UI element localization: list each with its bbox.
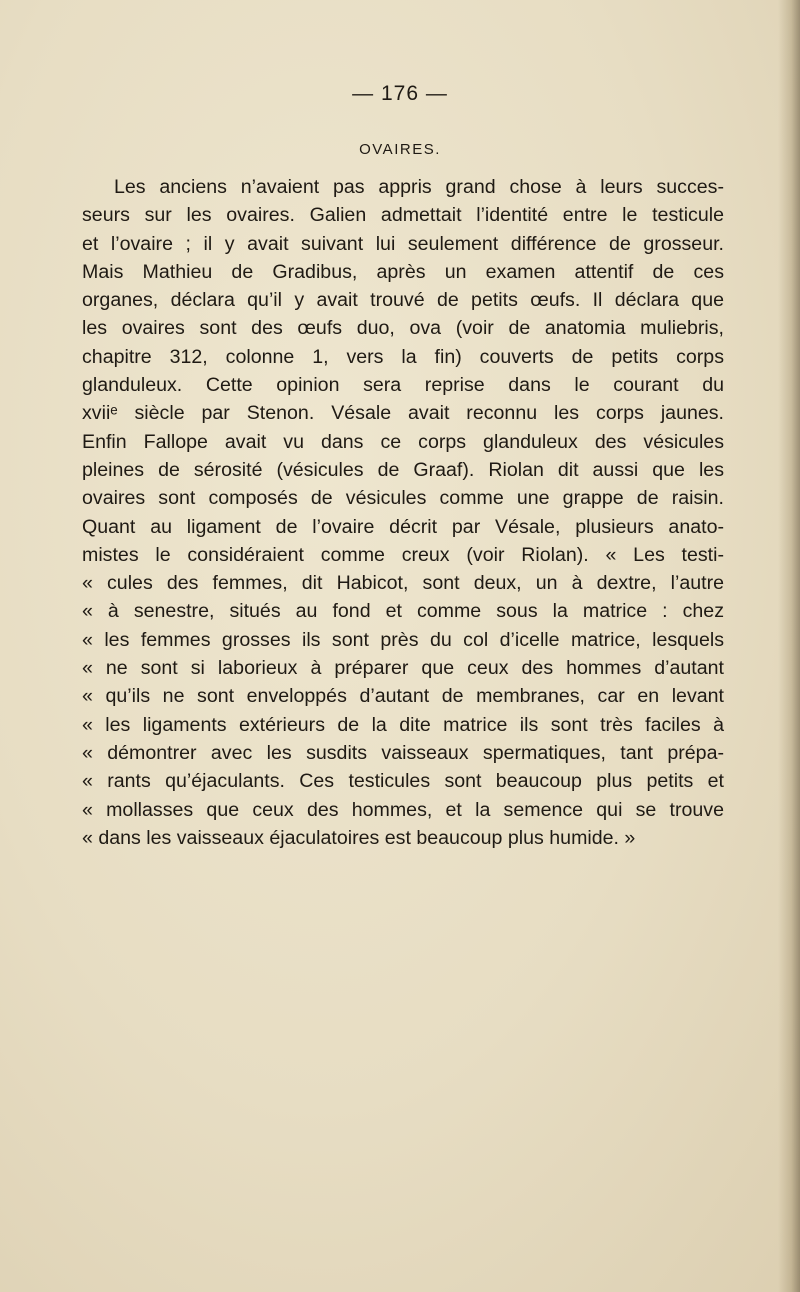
- text-line: « démontrer avec les susdits vaisseaux spermatiques, tant prépa-: [82, 741, 724, 764]
- text-line: seurs sur les ovaires. Galien admettait l’identité entre le testicule: [82, 204, 724, 227]
- text-line: ovaires sont composés de vésicules comme une grappe de raisin.: [82, 487, 724, 510]
- text-line: « cules des femmes, dit Habicot, sont deux, un à dextre, l’autre: [82, 572, 724, 595]
- text-line: « les ligaments extérieurs de la dite matrice ils sont très faciles à: [82, 713, 724, 736]
- body-paragraph: [82, 173, 724, 852]
- text-line: Quant au ligament de l’ovaire décrit par Vésale, plusieurs anato-: [82, 515, 724, 538]
- text-line: Les anciens n’avaient pas appris grand chose à leurs succes-: [114, 176, 724, 198]
- text-line: organes, déclara qu’il y avait trouvé de petits œufs. Il déclara que: [82, 289, 724, 312]
- text-line: « mollasses que ceux des hommes, et la semence qui se trouve: [82, 798, 724, 821]
- text-line: xviiᵉ siècle par Stenon. Vésale avait reconnu les corps jaunes.: [82, 402, 724, 425]
- page-edge-shadow: [778, 0, 800, 1292]
- text-line: « qu’ils ne sont enveloppés d’autant de membranes, car en levant: [82, 685, 724, 708]
- text-line: « les femmes grosses ils sont près du col d’icelle matrice, lesquels: [82, 628, 724, 651]
- text-line: glanduleux. Cette opinion sera reprise dans le courant du: [82, 374, 724, 397]
- page-number: — 176 —: [352, 82, 448, 105]
- text-line: Enfin Fallope avait vu dans ce corps glanduleux des vésicules: [82, 430, 724, 453]
- text-line: « dans les vaisseaux éjaculatoires est beaucoup plus humide. »: [82, 826, 636, 849]
- section-title: OVAIRES.: [359, 141, 441, 158]
- text-line: les ovaires sont des œufs duo, ova (voir de anatomia muliebris,: [82, 317, 724, 340]
- text-line: « rants qu’éjaculants. Ces testicules sont beaucoup plus petits et: [82, 770, 724, 793]
- text-line: pleines de sérosité (vésicules de Graaf). Riolan dit aussi que les: [82, 458, 724, 481]
- text-line: et l’ovaire ; il y avait suivant lui seulement différence de grosseur.: [82, 232, 724, 255]
- text-line: « à senestre, situés au fond et comme sous la matrice : chez: [82, 600, 724, 623]
- text-line: Mais Mathieu de Gradibus, après un examen attentif de ces: [82, 260, 724, 283]
- text-line: chapitre 312, colonne 1, vers la fin) couverts de petits corps: [82, 345, 724, 368]
- text-line: mistes le considéraient comme creux (voir Riolan). « Les testi-: [82, 543, 724, 566]
- text-line: « ne sont si laborieux à préparer que ceux des hommes d’autant: [82, 657, 724, 680]
